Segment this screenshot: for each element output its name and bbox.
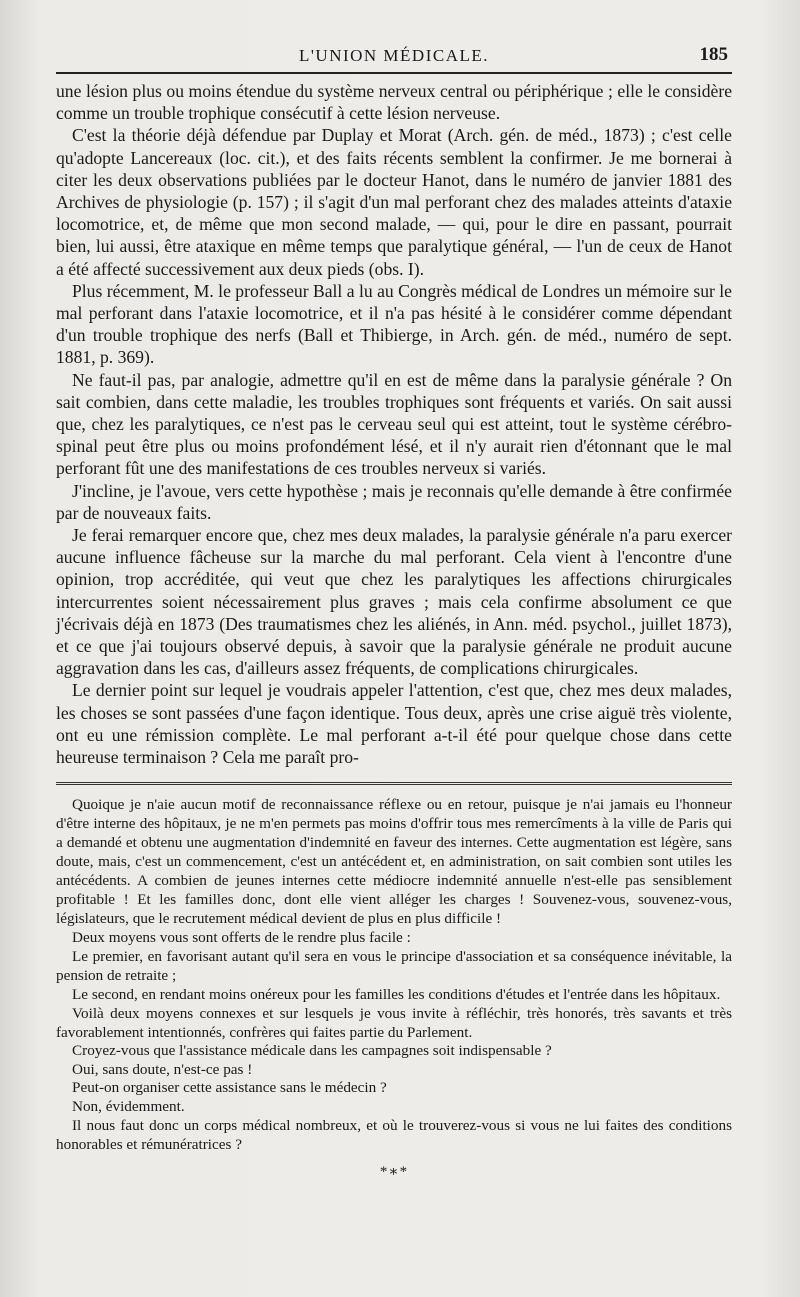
note-paragraph: Croyez-vous que l'assistance médicale dans les campagnes soit indispensable ? [72,1042,552,1060]
feuilleton-text [56,795,732,1154]
paragraph: une lésion plus ou moins étendue du système nerveux central ou périphérique ; elle le considère comme un trouble trophique consécutif à cette lésion nerveuse. [56,81,732,124]
header-rule [56,72,732,74]
running-header [56,38,732,72]
asterism: *∗* [379,1164,409,1181]
note-paragraph: Non, évidemment. [72,1097,185,1115]
note-paragraph: Oui, sans doute, n'est-ce pas ! [72,1060,253,1078]
feuilleton-separator [56,782,732,785]
paragraph: J'incline, je l'avoue, vers cette hypothèse ; mais je reconnais qu'elle demande à être confirmée par de nouveaux faits. [56,480,732,523]
note-paragraph: Le premier, en favorisant autant qu'il sera en vous le principe d'association et sa conséquence inévitable, la pension de retraite ; [56,948,732,985]
paragraph: Plus récemment, M. le professeur Ball a lu au Congrès médical de Londres un mémoire sur le mal perforant dans l'ataxie locomotrice, et il n'a pas hésité à le considérer comme dépendant d'un trouble trophique des nerfs (Ball et Thibierge, in Arch. gén. de méd., numéro de sept. 1881, p. 369). [56,280,732,368]
note-paragraph: Le second, en rendant moins onéreux pour les familles les conditions d'études et l'entrée dans les hôpitaux. [72,986,721,1004]
note-paragraph: Quoique je n'aie aucun motif de reconnaissance réflexe ou en retour, puisque je n'ai jamais eu l'honneur d'être interne des hôpitaux, je ne m'en permets pas moins d'offrir tous mes remercîments à la ville de Paris qui a demandé et obtenu une augmentation d'indemnité en faveur des internes. Cette augmentation est légère, sans doute, mais, c'est un commencement, c'est un antécédent et, en administration, on sait combien sont utiles les antécédents. A combien de jeunes internes cette médiocre indemnité annuelle n'est-elle pas sensiblement profitable ! Et les familles donc, dont elle vient alléger les charges ! Souvenez-vous, souvenez-vous, législateurs, que le recrutement médical devient de plus en plus difficile ! [56,796,732,928]
page-number: 185 [699,44,728,65]
note-paragraph: Il nous faut donc un corps médical nombreux, et où le trouverez-vous si vous ne lui faites des conditions honorables et rémunératrices ? [56,1117,732,1154]
main-text [56,80,732,768]
note-paragraph: Voilà deux moyens connexes et sur lesquels je vous invite à réfléchir, très honorés, très savants et très favorablement intentionnés, confrères qui faites partie du Parlement. [56,1005,732,1042]
paragraph: Je ferai remarquer encore que, chez mes deux malades, la paralysie générale n'a paru exercer aucune influence fâcheuse sur la marche du mal perforant. Cela vient à l'encontre d'une opinion, trop accréditée, qui veut que chez les paralytiques les affections chirurgicales intercurrentes soient nécessairement plus graves ; mais cela confirme absolument ce que j'écrivais déjà en 1873 (Des traumatismes chez les aliénés, in Ann. méd. psychol., juillet 1873), et ce que j'ai toujours observé depuis, à savoir que la paralysie générale ne produit aucune aggravation dans les cas, d'ailleurs assez fréquents, de complications chirurgicales. [56,525,732,679]
paragraph: C'est la théorie déjà défendue par Duplay et Morat (Arch. gén. de méd., 1873) ; c'est celle qu'adopte Lancereaux (loc. cit.), et des faits récents semblent la confirmer. Je me bornerai à citer les deux observations publiées par le docteur Hanot, dans le numéro de janvier 1881 des Archives de physiologie (p. 157) ; il s'agit d'un mal perforant chez des malades atteints d'ataxie locomotrice, et, de même que mon second malade, — qui, pour le dire en passant, pourrait bien, lui aussi, être ataxique en même temps que paralytique général, — l'un de ceux de Hanot a été affecté successivement aux deux pieds (obs. I). [56,125,732,279]
note-paragraph: Peut-on organiser cette assistance sans le médecin ? [72,1079,387,1097]
note-paragraph: Deux moyens vous sont offerts de le rendre plus facile : [72,929,411,947]
paragraph: Ne faut-il pas, par analogie, admettre qu'il en est de même dans la paralysie générale ? On sait combien, dans cette maladie, les troubles trophiques sont fréquents et variés. On sait aussi que, chez les paralytiques, ce n'est pas le cerveau seul qui est atteint, tout le système cérébro-spinal peut être plus ou moins profondément lésé, et il n'y aurait rien d'étonnant que le mal perforant fût une des manifestations de ces troubles nerveux si variés. [56,369,732,479]
paragraph: Le dernier point sur lequel je voudrais appeler l'attention, c'est que, chez mes deux malades, les choses se sont passées d'une façon identique. Tous deux, après une crise aiguë très violente, ont eu une rémission complète. Le mal perforant a-t-il été pour quelque chose dans cette heureuse terminaison ? Cela me paraît pro- [56,680,732,768]
journal-title: L'UNION MÉDICALE. [298,46,490,65]
